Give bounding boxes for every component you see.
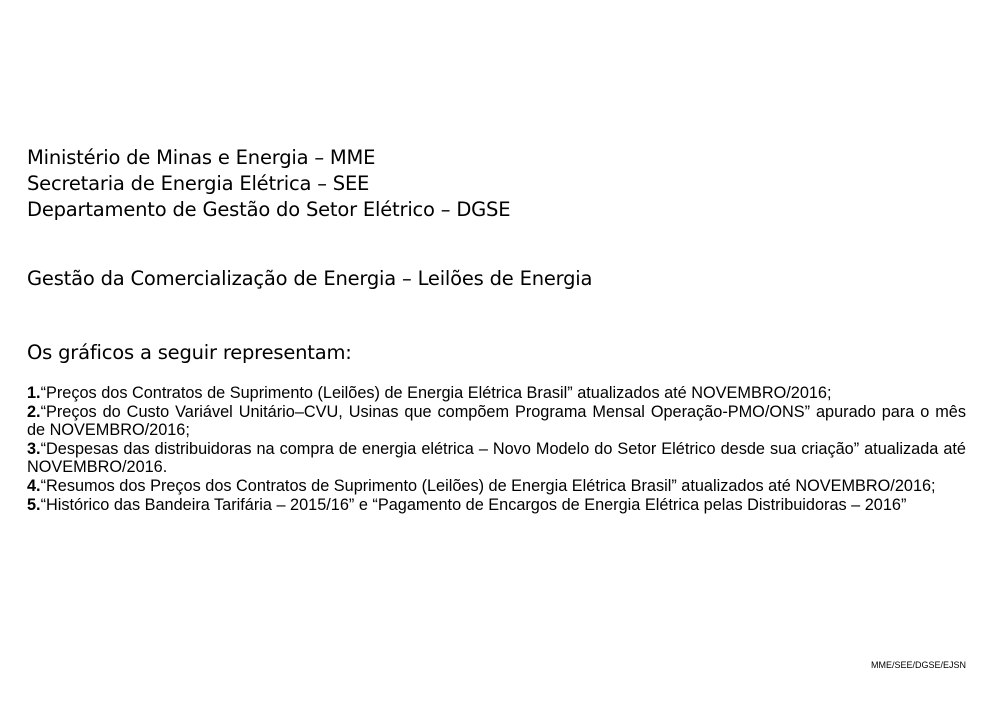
- ministry-header: [27, 145, 510, 223]
- list-item: [27, 477, 966, 496]
- list-item: [27, 496, 966, 515]
- intro-text: Os gráficos a seguir representam:: [27, 341, 352, 364]
- secretariat-name: Secretaria de Energia Elétrica – SEE: [27, 172, 370, 195]
- ministry-name: Ministério de Minas e Energia – MME: [27, 146, 376, 169]
- document-subtitle: Gestão da Comercialização de Energia – Leilões de Energia: [27, 267, 593, 290]
- list-item: [27, 384, 966, 403]
- list-item-number: 1.: [27, 384, 41, 402]
- list-item-text: “Despesas das distribuidoras na compra de energia elétrica – Novo Modelo do Setor Elétrico desde sua criação” atualizada até NOVEMBRO/2016.: [27, 439, 966, 477]
- list-item-text: “Resumos dos Preços dos Contratos de Suprimento (Leilões) de Energia Elétrica Brasil” atualizados até NOVEMBRO/2016;: [40, 476, 936, 495]
- list-item-text: “Histórico das Bandeira Tarifária – 2015/16” e “Pagamento de Encargos de Energia Elétrica pelas Distribuidoras – 2016”: [40, 495, 907, 514]
- list-item: [27, 440, 966, 477]
- document-code: MME/SEE/DGSE/EJSN: [870, 660, 966, 670]
- list-item-number: 2.: [27, 402, 41, 421]
- list-item-number: 5.: [27, 495, 41, 514]
- list-item: [27, 403, 966, 440]
- list-item-text: “Preços dos Contratos de Suprimento (Leilões) de Energia Elétrica Brasil” atualizados até NOVEMBRO/2016;: [40, 384, 832, 402]
- list-item-number: 3.: [27, 439, 41, 458]
- department-name: Departamento de Gestão do Setor Elétrico – DGSE: [27, 198, 511, 221]
- list-item-number: 4.: [27, 476, 41, 495]
- list-item-text: “Preços do Custo Variável Unitário–CVU, Usinas que compõem Programa Mensal Operação-PMO/ONS” apurado para o mês de NOVEMBRO/2016;: [27, 402, 966, 440]
- charts-list: [27, 384, 966, 514]
